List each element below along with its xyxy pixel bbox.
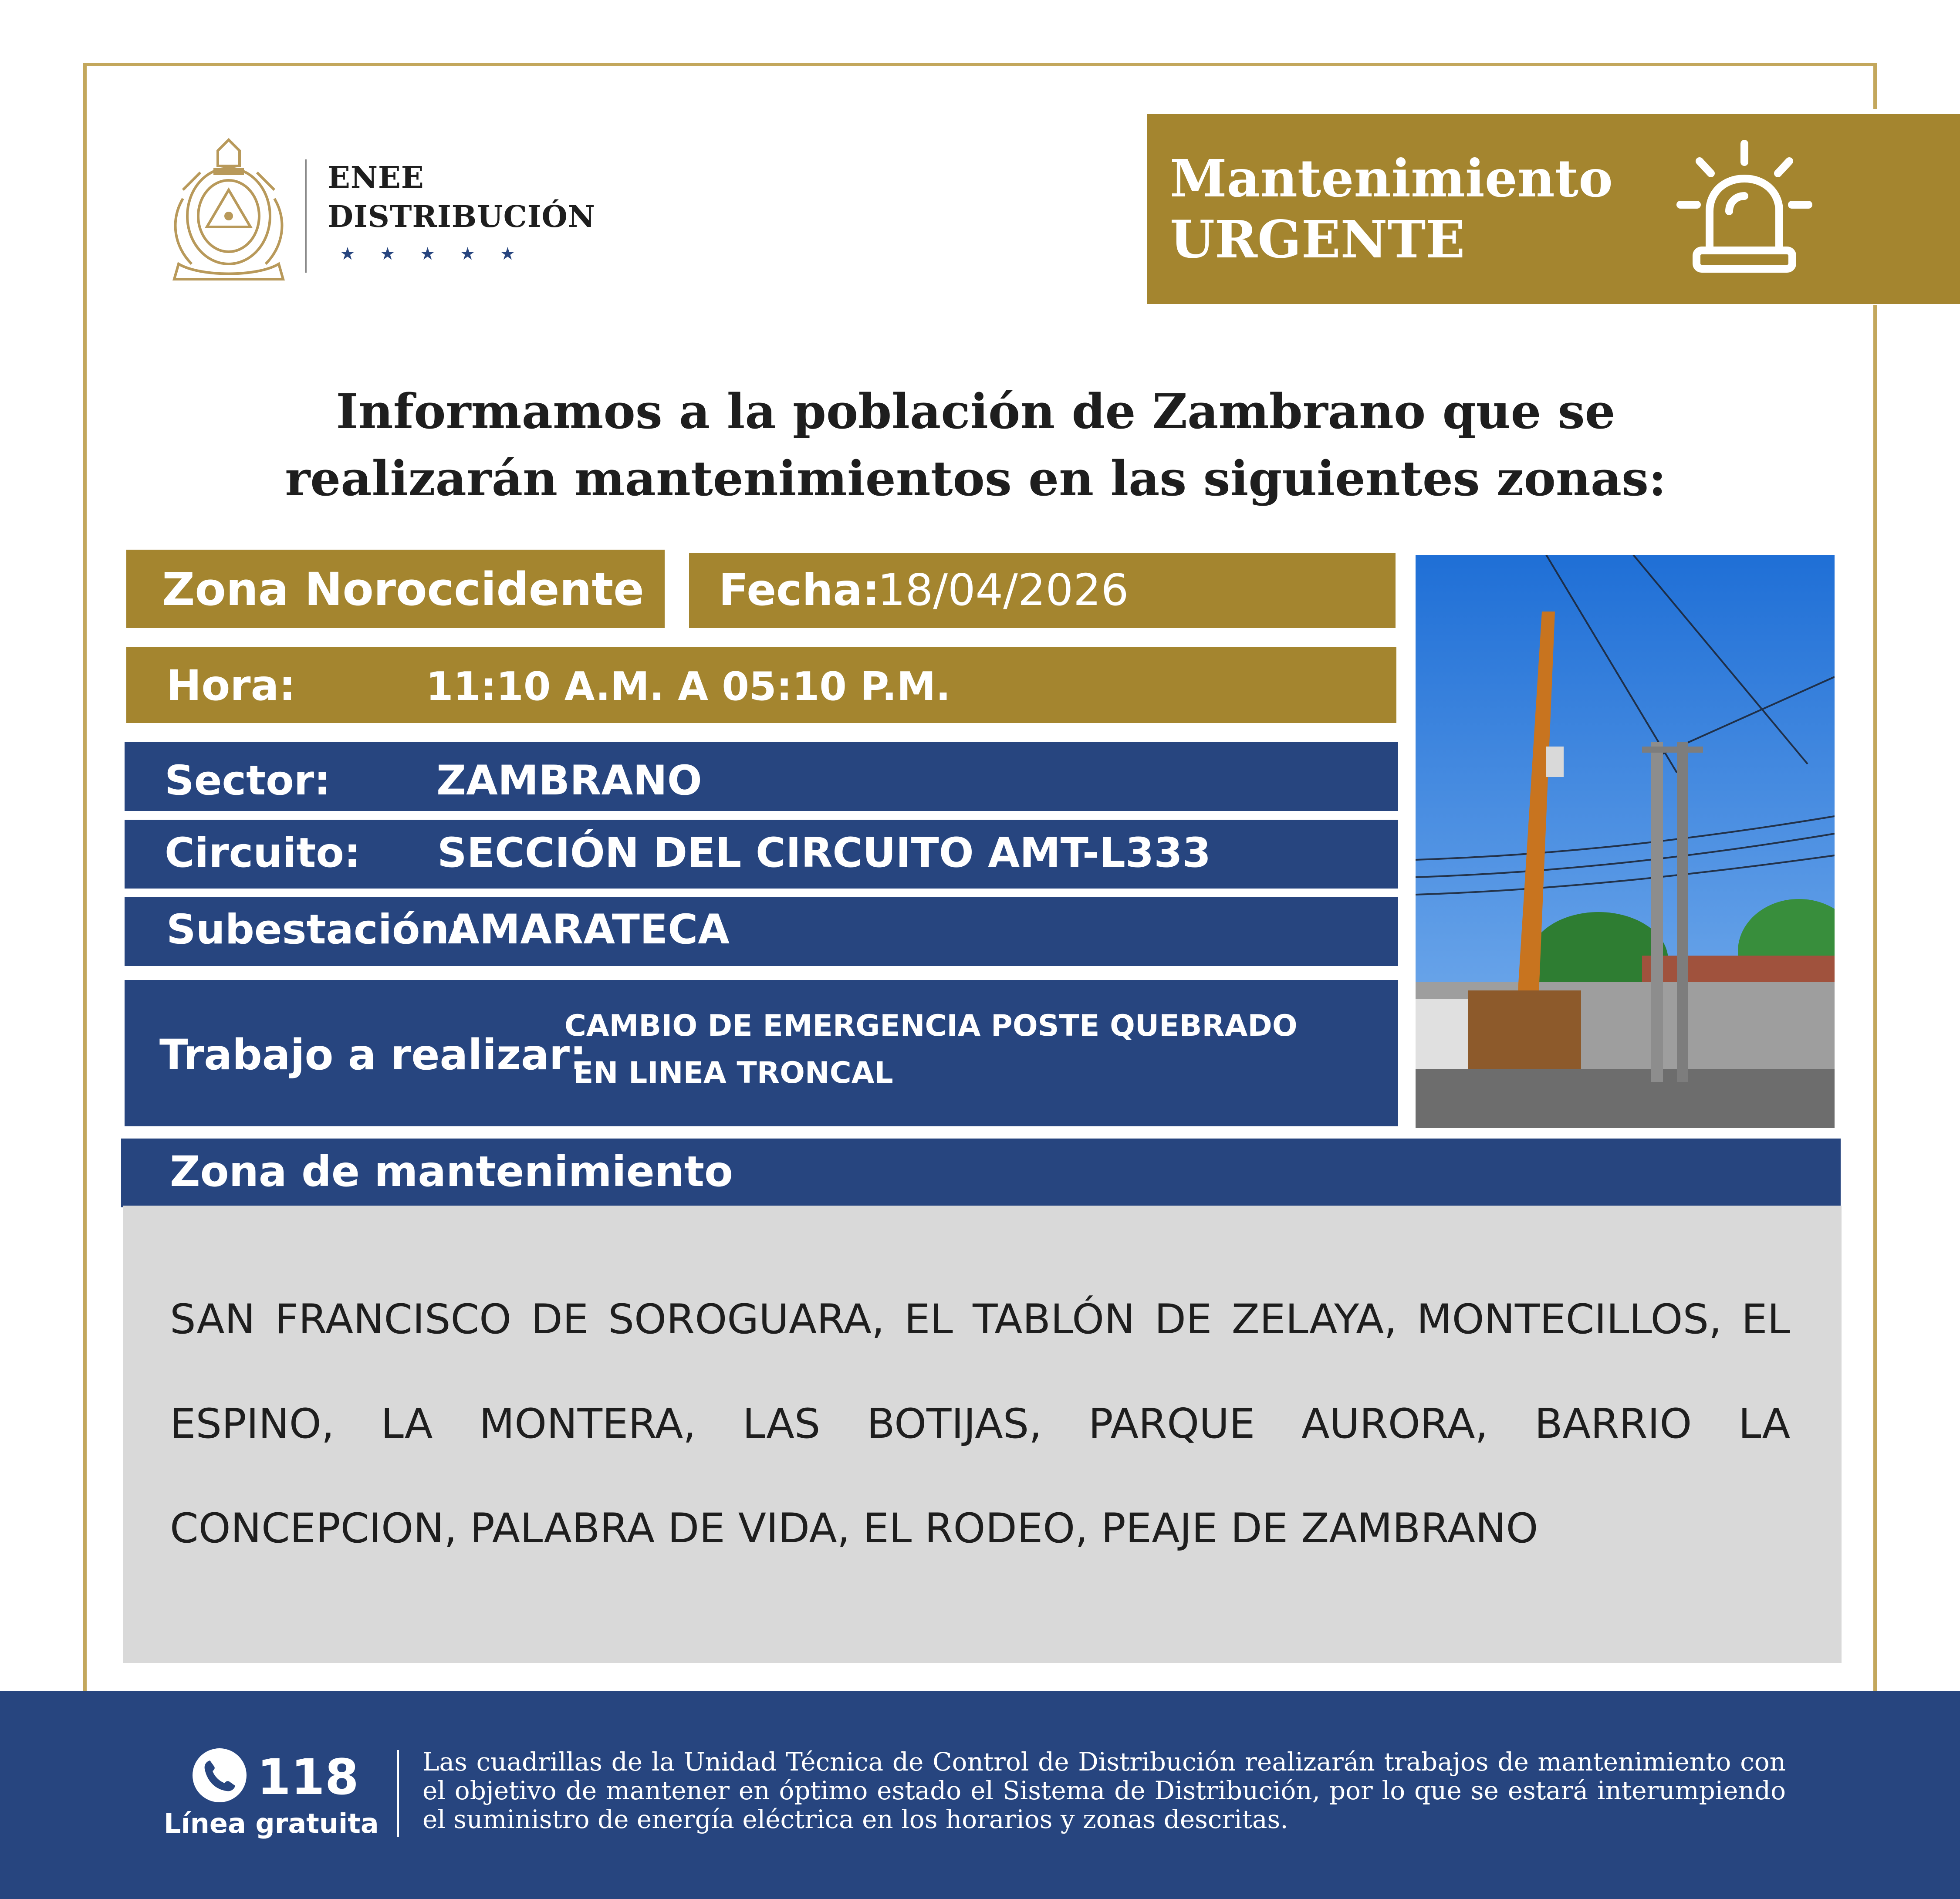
banner-line1: Mantenimiento <box>1170 148 1613 209</box>
subestacion-value: AMARATECA <box>448 906 730 953</box>
footer-divider <box>397 1750 399 1837</box>
zona-mantenimiento-text: SAN FRANCISCO DE SOROGUARA, EL TABLÓN DE ZELAYA, MONTECILLOS, EL ESPINO, LA MONTERA, LAS BOTIJAS, PARQUE AURORA, BARRIO LA CONCEPCION, PALABRA DE VIDA, EL RODEO, PEAJE DE ZAMBRANO <box>170 1296 1790 1552</box>
alarm-siren-icon <box>1673 135 1816 279</box>
footer-text: Las cuadrillas de la Unidad Técnica de Control de Distribución realizarán trabajos de mantenimiento con el objetivo de mantener en óptimo estado el Sistema de Distribución, por lo que se estará interumpiendo el suministro de energía eléctrica en los horarios y zonas descritas. <box>422 1747 1786 1834</box>
banner-line2: URGENTE <box>1170 209 1465 270</box>
fecha-label: Fecha: <box>719 564 880 615</box>
brand-stars: ★★★★★ <box>340 244 540 264</box>
hora-label: Hora: <box>166 661 296 710</box>
trabajo-line1: CAMBIO DE EMERGENCIA POSTE QUEBRADO <box>564 1009 1298 1043</box>
sector-value: ZAMBRANO <box>436 757 702 804</box>
zona-mantenimiento-title: Zona de mantenimiento <box>170 1147 733 1196</box>
work-photo <box>1416 555 1835 1128</box>
circuito-label: Circuito: <box>165 829 361 877</box>
phone-label: Línea gratuita <box>164 1808 379 1839</box>
circuito-value: SECCIÓN DEL CIRCUITO AMT-L333 <box>437 829 1211 877</box>
zona-label: Zona Noroccidente <box>162 563 644 616</box>
trabajo-label: Trabajo a realizar: <box>159 1031 587 1079</box>
phone-number: 118 <box>257 1749 359 1806</box>
headline <box>105 378 1847 512</box>
sector-label: Sector: <box>165 757 331 804</box>
coat-of-arms-icon <box>166 133 292 286</box>
brand-line1: ENEE <box>328 160 424 195</box>
hora-value: 11:10 A.M. A 05:10 P.M. <box>426 664 951 710</box>
phone-icon <box>192 1747 247 1803</box>
logo-divider <box>305 159 307 273</box>
headline-line1: Informamos a la población de Zambrano que se <box>336 383 1615 439</box>
fecha-value: 18/04/2026 <box>878 564 1129 615</box>
subestacion-label: Subestación: <box>166 906 466 953</box>
trabajo-line2: EN LINEA TRONCAL <box>573 1056 893 1090</box>
brand-line2: DISTRIBUCIÓN <box>328 199 595 234</box>
headline-line2: realizarán mantenimientos en las siguientes zonas: <box>285 450 1666 507</box>
work-photo-illustration <box>1416 555 1835 1128</box>
